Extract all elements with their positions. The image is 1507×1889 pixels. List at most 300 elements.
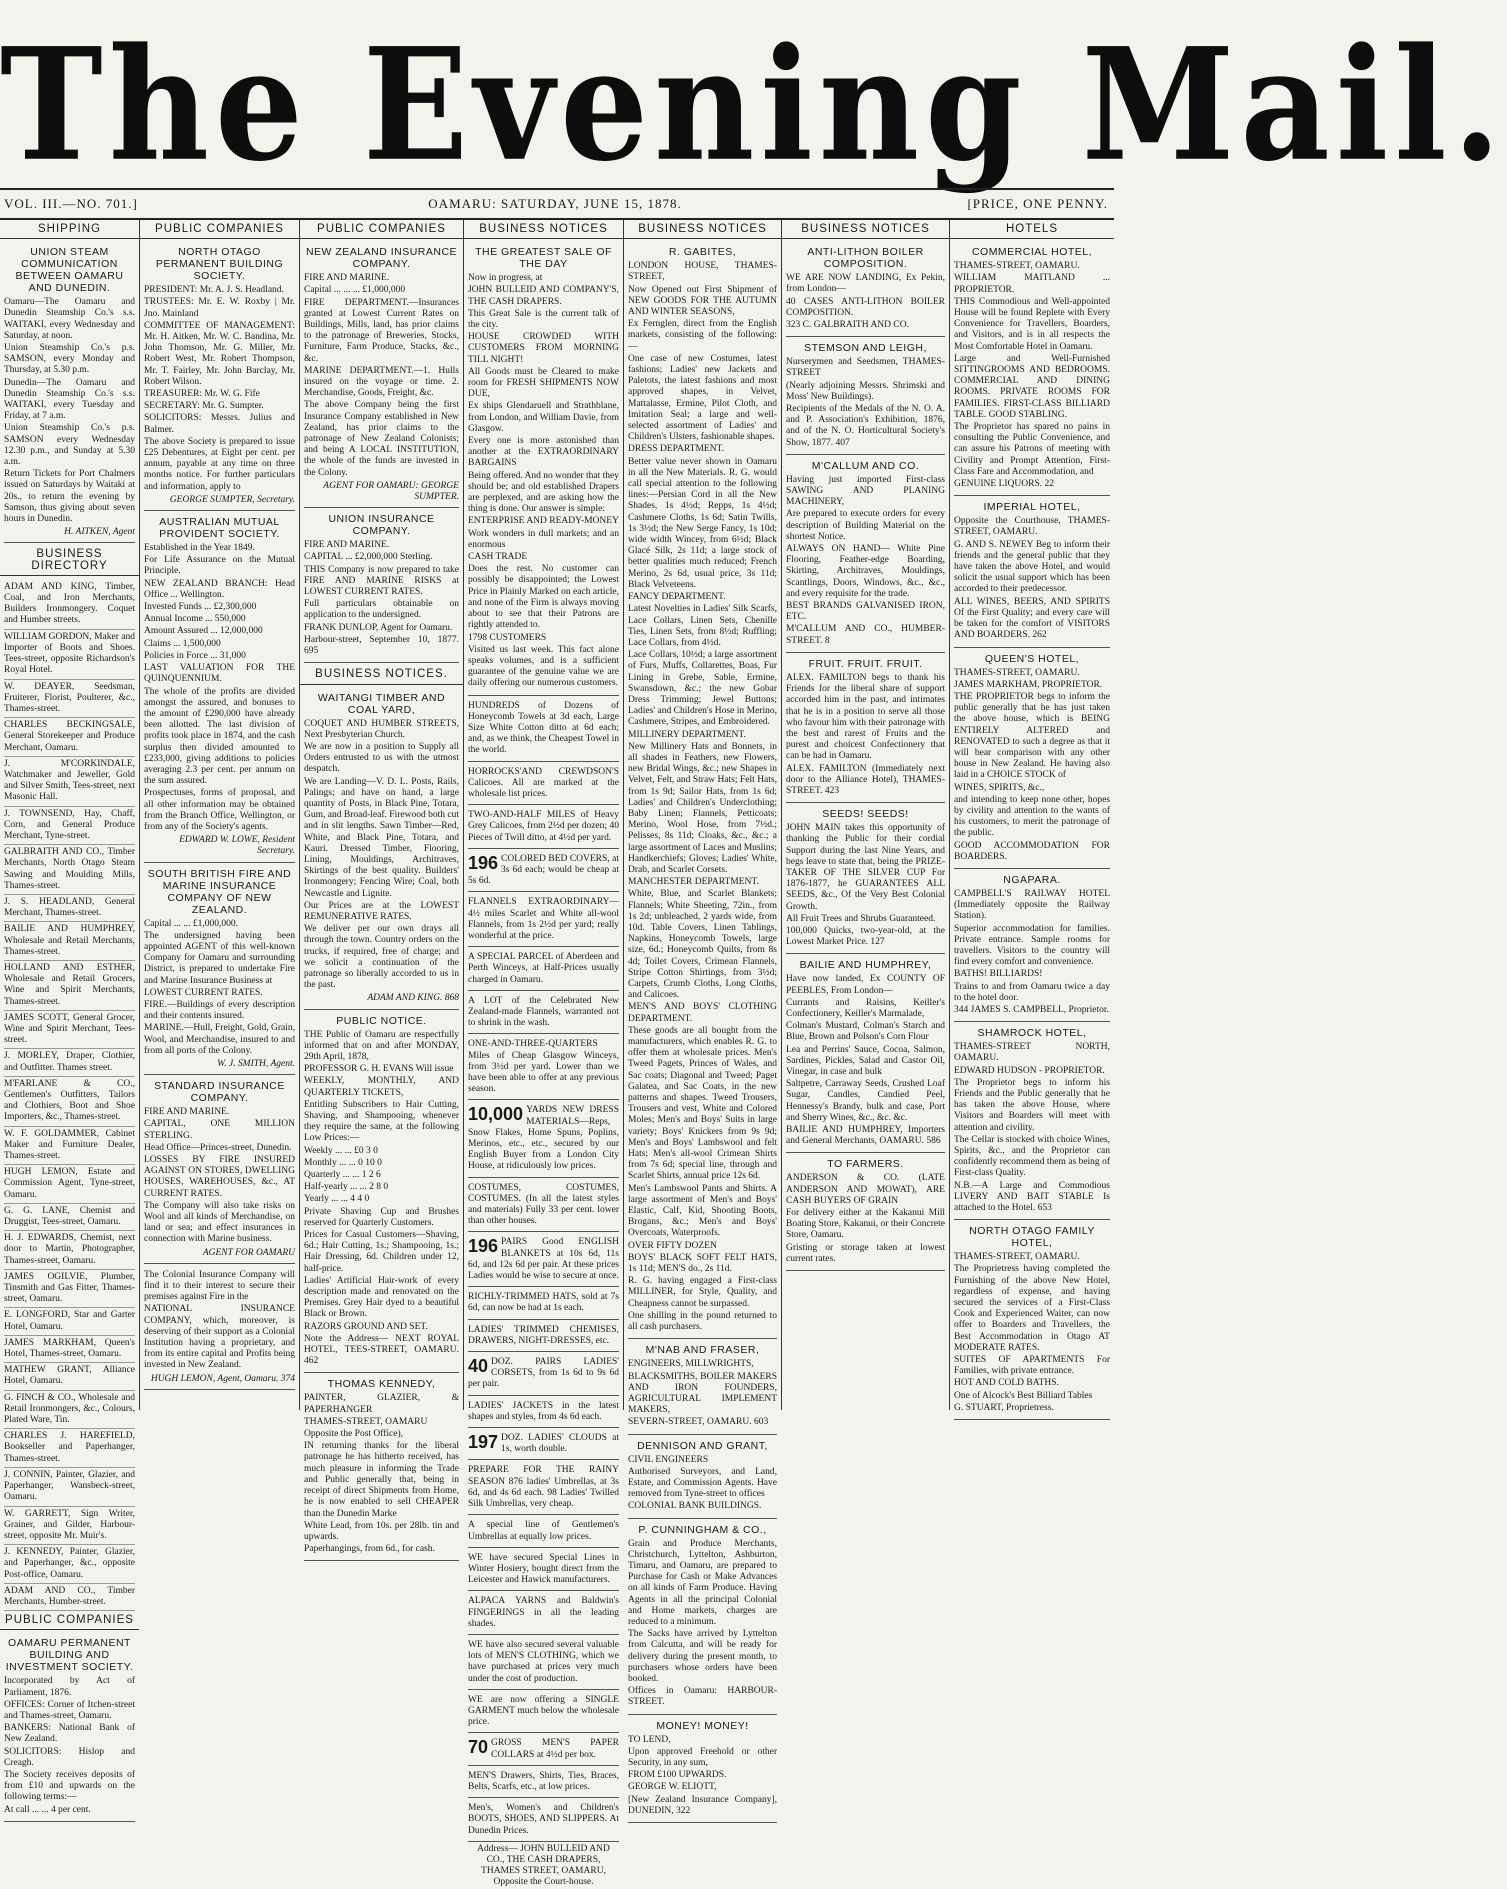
ad-text-line: Visited us last week. This fact alone speaks volumes, and is a sufficient guarantee of the genuine value we are daily offering our numerous customers.	[468, 644, 619, 689]
ad-text-line: Amount Assured ... 12,000,000	[144, 626, 263, 637]
ad-text-line: RAZORS GROUND AND SET.	[304, 1321, 428, 1332]
ad-signature: H. AITKEN, Agent	[64, 527, 135, 538]
ad-text-line: NATIONAL INSURANCE COMPANY, which, moreover, is deserving of their support as a Colonial Institution having a proprietary, and from its entire capital and Profits being invested in New Zealand.	[144, 1304, 295, 1371]
ad-text-line: Lace Collars, 10½d; a large assortment of Furs, Muffs, Collarettes, Boas, Fur Lining in Grebe, Sable, Ermine, Swansdown, &c.; the new Gobar Dress Trimming; Jewel Buttons; Ladies' and Children's Hose in Merino, Cashmere, Stripes, and Embroidered.	[628, 650, 777, 728]
column-public-companies	[140, 220, 300, 1410]
advertisement	[954, 1024, 1110, 1220]
directory-entry: JAMES OGILVIE, Plumber, Tinsmith and Gas Fitter, Thames-street, Oamaru.	[4, 1270, 135, 1309]
ad-text-line: PROFESSOR G. H. EVANS Will issue	[304, 1064, 454, 1075]
ad-text-line: EDWARD HUDSON - PROPRIETOR.	[954, 1065, 1105, 1076]
column-heading: BUSINESS NOTICES	[464, 220, 623, 239]
ad-text-line: The Colonial Insurance Company will find it to their interest to secure their premises against Fire in the	[144, 1269, 295, 1303]
ad-text-line: Does the rest. No customer can possibly be disappointed; the Lowest Price in Plainly Marked on each article, and none of the Firm is always moving about to see that their Patrons are rightly attended to.	[468, 564, 619, 631]
advertisement	[954, 243, 1110, 496]
ad-text-line: Have now landed, Ex COUNTY OF PEEBLES, From London—	[786, 974, 945, 996]
ad-title: SOUTH BRITISH FIRE AND MARINE INSURANCE COMPANY OF NEW ZEALAND.	[147, 867, 292, 916]
ad-text-line: Capital ... ... £1,000,000.	[144, 918, 238, 929]
ad-text-line: Capital ... ... ... £1,000,000	[304, 285, 406, 296]
sale-item-text: FLANNELS EXTRAORDINARY—4½ miles Scarlet and White all-wool Flannels, from 1s 2½d per yard; really wonderful at the price.	[468, 897, 619, 941]
directory-entry: MATHEW GRANT, Alliance Hotel, Oamaru.	[4, 1363, 135, 1390]
ad-title: PUBLIC NOTICE.	[336, 1014, 427, 1027]
advertisement	[786, 805, 945, 954]
ad-title: P. CUNNINGHAM & CO.,	[638, 1523, 767, 1536]
ad-text-line: Upon approved Freehold or other Security, in any sum,	[628, 1746, 777, 1768]
advertisement	[628, 1717, 777, 1823]
ad-text-line: At call ... ... 4 per cent.	[4, 1804, 91, 1815]
ad-signature: Address— JOHN BULLEID AND CO., THE CASH DRAPERS, THAMES STREET, OAMARU, Opposite the Court-house.	[477, 1843, 610, 1888]
ad-text-line: (Nearly adjoining Messrs. Shrimski and Moss' New Buildings).	[786, 380, 945, 402]
advertisement	[786, 457, 945, 653]
sale-item	[468, 1462, 619, 1515]
advertisement	[304, 689, 459, 1010]
sale-item	[468, 851, 619, 893]
ad-text-line: The Sacks have arrived by Lyttelton from Calcutta, and will be ready for delivery during the present month, to purchasers whose orders have been booked.	[628, 1629, 777, 1684]
column-heading: BUSINESS NOTICES	[782, 220, 949, 239]
ad-text-line: SECRETARY: Mr. G. Sumpter.	[144, 401, 264, 412]
ad-text-line: R. G. having engaged a First-class MILLINER, for Style, Quality, and Cheapness cannot be surpassed.	[628, 1276, 777, 1309]
sale-item-text: YARDS NEW DRESS MATERIALS—Reps, Snow Flakes, Home Spuns, Poplins, Merinos, etc., etc., secured by our English Buyer from a London City House, at ridiculously low prices.	[468, 1105, 619, 1172]
ad-text-line: THAMES-STREET, OAMARU.	[954, 1252, 1080, 1263]
sale-item-text: RICHLY-TRIMMED HATS, sold at 7s 6d, can now be had at 1s each.	[468, 1292, 619, 1314]
ad-title: BAILIE AND HUMPHREY,	[799, 959, 932, 972]
advertisement	[144, 513, 295, 862]
ad-text-line: SOLICITORS: Hislop and Creagh.	[4, 1746, 135, 1768]
ad-text-line: G. AND S. NEWEY Beg to inform their friends and the general public that they have taken the above Hotel, and would solicit the usual support which has been accorded to their predecessor.	[954, 539, 1110, 595]
advertisement	[954, 871, 1110, 1022]
directory-entry: J. S. HEADLAND, General Merchant, Thames-street.	[4, 895, 135, 922]
ad-text-line: TRUSTEES: Mr. E. W. Roxby | Mr. Jno. Mainland	[144, 297, 295, 319]
ad-text-line: BANKERS: National Bank of New Zealand.	[4, 1723, 135, 1745]
ad-text-line: BLACKSMITHS, BOILER MAKERS AND IRON FOUNDERS, AGRICULTURAL IMPLEMENT MAKERS,	[628, 1371, 777, 1416]
ad-text-line: Men's Lambswool Pants and Shirts. A large assortment of Men's and Boys' Elastic, Calf, Kid, Shooting Boots, Brogans, &c.; Men's and Boys' Overcoats, Waterproofs.	[628, 1183, 777, 1239]
ad-text-line: MARINE.—Hull, Freight, Gold, Grain, Wool, and Merchandise, insured to and from all ports of the Colony.	[144, 1023, 295, 1056]
sale-item-number: 40	[468, 1356, 489, 1377]
advertisement	[786, 655, 945, 803]
sale-item	[468, 1430, 619, 1460]
sale-item	[468, 1234, 619, 1287]
ad-text-line: WEEKLY, MONTHLY, AND QUARTERLY TICKETS,	[304, 1076, 459, 1098]
ad-text-line: Are prepared to execute orders for every description of Building Material on the shortest Notice.	[786, 509, 945, 542]
ad-text-line: SUITES OF APARTMENTS For Families, with private entrance.	[954, 1355, 1110, 1377]
ad-text-line: Gristing or storage taken at lowest current rates.	[786, 1242, 945, 1264]
ad-text-line: Opposite the Post Office),	[304, 1429, 404, 1440]
ad-text-line: Latest Novelties in Ladies' Silk Scarfs, Lace Collars, Linen Sets, Chenille Ties, Linen Sets, from 8½d; Ruffling; Lace Collars, from 4½d.	[628, 604, 777, 648]
advertisement	[144, 243, 295, 511]
sale-item-text: COSTUMES, COSTUMES, COSTUMES. (In all the latest styles and materials) Fully 33 per cent. lower than other houses.	[468, 1182, 619, 1227]
ad-text-line: ENGINEERS, MILLWRIGHTS,	[628, 1359, 754, 1370]
ad-text-line: One shilling in the pound returned to all cash purchasers.	[628, 1310, 777, 1333]
ad-text-line: Lea and Perrins' Sauce, Cocoa, Salmon, Sardines, Pickles, Salad and Castor Oil, Vinegar, in case and bulk	[786, 1044, 945, 1077]
ad-title: UNION STEAM COMMUNICATION BETWEEN OAMARU AND DUNEDIN.	[15, 246, 124, 295]
ad-signature: EDWARD W. LOWE, Resident Secretary.	[179, 835, 295, 857]
ad-text-line: All Fruit Trees and Shrubs Guaranteed.	[786, 913, 936, 924]
ad-text-line: Monthly ... ... 0 10 0	[304, 1157, 382, 1168]
ad-text-line: For delivery either at the Kakanui Mill Boating Store, Kakanui, or their Concrete Store, Oamaru.	[786, 1208, 945, 1241]
ad-text-line: Entitling Subscribers to Hair Cutting, Shaving, and Shampooing, whenever they require the same, at the following Low Prices:—	[304, 1099, 459, 1144]
ad-text-line: N.B.—A Large and Commodious LIVERY AND BAIT STABLE Is attached to the Hotel. 653	[954, 1180, 1110, 1214]
ad-text-line: White Lead, from 10s. per 28lb. tin and upwards.	[304, 1520, 459, 1542]
column-public-companies-2	[300, 220, 464, 1555]
sale-item	[468, 1768, 619, 1798]
ad-title: TO FARMERS.	[827, 1158, 904, 1171]
sale-item	[468, 1289, 619, 1319]
directory-entry: JAMES SCOTT, General Grocer, Wine and Spirit Merchant, Tees-street.	[4, 1011, 135, 1050]
ad-text-line: SEVERN-STREET, OAMARU. 603	[628, 1417, 769, 1428]
ad-text-line: FIRE AND MARINE.	[304, 540, 390, 551]
page-columns	[0, 220, 1114, 1888]
column-business-notices-3	[782, 220, 950, 1410]
ad-text-line: 323 C. GALBRAITH AND CO.	[786, 320, 909, 331]
ad-title: THOMAS KENNEDY,	[327, 1378, 436, 1391]
ad-text-line: CAMPBELL'S RAILWAY HOTEL (Immediately opposite the Railway Station).	[954, 888, 1110, 922]
advertisement	[628, 243, 777, 1339]
sale-item	[468, 1180, 619, 1233]
ad-text-line: Union Steamship Co.'s p.s. SAMSON, every Monday and Thursday, at 5.30 p.m.	[4, 343, 135, 376]
advertisement	[628, 1341, 777, 1434]
ad-text-line: Now in progress, at	[468, 273, 543, 284]
ad-text-line: ANDERSON & CO. (LATE ANDERSON AND MOWAT), ARE CASH BUYERS OF GRAIN	[786, 1173, 945, 1206]
sale-item	[468, 1036, 619, 1100]
ad-text-line: BATHS! BILLIARDS!	[954, 969, 1043, 980]
ad-text-line: FIRE DEPARTMENT.—Insurances granted at Lowest Current Rates on Buildings, Mills, land, has prior claims to the patronage of Breweries, Stocks, Furniture, Farm Produce, Stacks, &c., &c.	[304, 297, 459, 364]
ad-text-line: WE ARE NOW LANDING, Ex Pekin, from London—	[786, 273, 945, 295]
sale-item	[468, 1800, 619, 1842]
sale-item	[468, 764, 619, 806]
ad-title: QUEEN'S HOTEL,	[984, 652, 1080, 665]
directory-entry: W. DEAYER, Seedsman, Fruiterer, Florist, Poulterer, &c., Thames-street.	[4, 680, 135, 719]
ad-text-line: Invested Funds ... £2,300,000	[144, 602, 257, 613]
ad-text-line: The Proprietor has spared no pains in consulting the Public Convenience, and can assure his Patrons of meeting with Civility and Prompt Attention, First-Class Fare and Accommodation, and	[954, 422, 1110, 477]
ad-text-line: All Goods must be Cleared to make room for FRESH SHIPMENTS NOW DUE,	[468, 366, 619, 400]
ad-text-line: Our Prices are at the LOWEST REMUNERATIVE RATES.	[304, 900, 459, 922]
ad-text-line: Weekly ... ... £0 3 0	[304, 1145, 378, 1156]
ad-signature: GEORGE SUMPTER, Secretary.	[169, 494, 295, 505]
sale-item-text: LADIES' TRIMMED CHEMISES, DRAWERS, NIGHT-DRESSES, etc.	[468, 1324, 619, 1346]
ad-text-line: Union Steamship Co.'s p.s. SAMSON every Wednesday 12.30 p.m., and Sunday at 5.30 a.m.	[4, 423, 135, 468]
ad-text-line: GEORGE W. ELIOTT,	[628, 1782, 717, 1793]
sale-item	[468, 1637, 619, 1690]
ad-text-line: FRANK DUNLOP, Agent for Oamaru.	[304, 622, 453, 633]
ad-text-line: CAPITAL, ONE MILLION STERLING.	[144, 1119, 295, 1141]
ad-text-line: The above Company being the first Insurance Company established in New Zealand, has prior claims to the patronage of New Zealand Colonists; and being A LOCAL INSTITUTION, the whole of the funds are invested in the Colony.	[304, 400, 459, 478]
directory-entry: CHARLES J. HAREFIELD, Bookseller and Paperhanger, Thames-street.	[4, 1429, 135, 1468]
ad-text-line: Oamaru—The Oamaru and Dunedin Steamship Co.'s s.s. WAITAKI, every Wednesday and Saturday, at noon.	[4, 297, 135, 341]
section-heading: BUSINESS NOTICES.	[300, 665, 463, 684]
ad-title: NORTH OTAGO PERMANENT BUILDING SOCIETY.	[155, 246, 284, 283]
ad-text-line: JOHN BULLEID AND COMPANY'S, THE CASH DRAPERS.	[468, 285, 619, 307]
sale-item	[468, 993, 619, 1035]
directory-entry: H. J. EDWARDS, Chemist, next door to Martin, Photographer, Thames-street, Oamaru.	[4, 1231, 135, 1270]
directory-entry: ADAM AND KING, Timber, Coal, and Iron Merchants, Builders Ironmongery. Coquet and Humber streets.	[4, 580, 135, 630]
advertisement	[304, 1012, 459, 1374]
sale-item-text: DOZ. LADIES' CLOUDS at 1s, worth double.	[501, 1433, 619, 1455]
ad-text-line: OVER FIFTY DOZEN	[628, 1240, 717, 1251]
column-business-notices-1	[464, 220, 624, 1888]
ad-text-line: M'CALLUM AND CO., HUMBER-STREET. 8	[786, 624, 945, 646]
ad-text-line: White, Blue, and Scarlet Blankets; Flannels; White Sheeting, 72in., from 1s 2d; unbleached, 2 yards wide, from 10d. Table Covers, Linen Tablings, Napkins, Honeycomb Towels, large size, 6d.; Honeycomb Quilts, from 8s 4d; Toilet Covers, Crimean Flannels, Stripe Cotton Shirtings, from 3½d; Carpets, Crumb Cloths, Long Cloths, and Calicoes.	[628, 889, 777, 1001]
sale-item	[468, 1550, 619, 1592]
ad-text-line: THAMES-STREET NORTH, OAMARU.	[954, 1042, 1110, 1064]
ad-text-line: Trains to and from Oamaru twice a day to the hotel door.	[954, 981, 1110, 1003]
ad-text-line: 100,000 Quicks, two-year-old, at the Lowest Market Price. 127	[786, 925, 945, 948]
ad-text-line: MEN'S AND BOYS' CLOTHING DEPARTMENT.	[628, 1002, 777, 1024]
directory-entry: J. M'CORKINDALE, Watchmaker and Jeweller, Gold and Silver Smith, Tees-street, next Masonic Hall.	[4, 757, 135, 807]
column-heading: PUBLIC COMPANIES	[300, 220, 463, 239]
column-business-notices-2	[624, 220, 782, 1816]
ad-text-line: Nurserymen and Seedsmen, THAMES-STREET	[786, 357, 945, 379]
advertisement	[4, 243, 135, 543]
ad-text-line: FANCY DEPARTMENT.	[628, 592, 726, 603]
volume-number: VOL. III.—NO. 701.]	[4, 196, 138, 211]
ad-text-line: One case of new Costumes, latest fashions; Ladies' new Jackets and Paletots, the latest fashions and most approved shapes, in Velvet, Mattalasse, Ermine, Pilot Cloth, and Imitation Seal; a large and well-selected assortment of Ladies' and Children's Ulsters, fashionable shapes.	[628, 353, 777, 443]
ad-text-line: TO LEND,	[628, 1734, 671, 1745]
ad-text-line: Return Tickets for Port Chalmers issued on Saturdays by Waitaki at 20s., to return the evening by Samson, thus giving about seven hours in Dunedin.	[4, 469, 135, 525]
ad-signature: W. J. SMITH, Agent.	[217, 1058, 295, 1069]
ad-text-line: The Proprietress having completed the Furnishing of the above New Hotel, regardless of expense, and having secured the services of a First-Class Cook and Experienced Waiter, can now offer to Boarders and Travellers, the Best Accommodation in Otago AT MODERATE RATES.	[954, 1264, 1110, 1353]
ad-title: M'NAB AND FRASER,	[645, 1344, 760, 1357]
ad-text-line: Grain and Produce Merchants, Christchurch, Lyttelton, Ashburton, Timaru, and Oamaru, are prepared to Purchase for Cash or Make Advances on all kinds of Farm Produce. Having Agents in all the principal Colonial and Home markets, charges are reduced to a minimum.	[628, 1538, 777, 1627]
ad-signature: AGENT FOR OAMARU: GEORGE SUMPTER.	[323, 480, 459, 503]
sale-item-text: Men's, Women's and Children's BOOTS, SHOES, AND SLIPPERS. At Dunedin Prices.	[468, 1803, 619, 1836]
ad-text-line: CIVIL ENGINEERS	[628, 1454, 709, 1465]
ad-text-line: Work wonders in dull markets; and an enormous	[468, 528, 619, 550]
ad-text-line: The undersigned having been appointed AGENT of this well-known Company for Oamaru and surrounding District, is prepared to undertake Fire and Marine Insurance Business at	[144, 930, 295, 986]
advertisement	[304, 1375, 459, 1561]
advertisement	[304, 510, 459, 663]
masthead-title: The Evening Mail.	[0, 13, 1507, 196]
advertisement	[954, 650, 1110, 869]
ad-text-line: The Company will also take risks on Wool and all kinds of Merchandise, on land or sea; and effect insurances in connection with Marine business.	[144, 1200, 295, 1245]
sale-item-text: A SPECIAL PARCEL of Aberdeen and Perth Winceys, at Half-Prices usually charged in Oamaru.	[468, 952, 619, 985]
ad-title: DENNISON AND GRANT,	[637, 1439, 768, 1452]
ad-text-line: The Cellar is stocked with choice Wines, Spirits, &c., and the Proprietor can confidently recommend them as being of First-class Quality.	[954, 1134, 1110, 1179]
ad-text-line: LOSSES BY FIRE INSURED AGAINST ON STORES, DWELLING HOUSES, WAREHOUSES, &c., AT CURRENT RATES.	[144, 1155, 295, 1199]
column-heading: PUBLIC COMPANIES	[140, 220, 299, 239]
ad-text-line: THAMES-STREET, OAMARU.	[954, 261, 1080, 272]
ad-text-line: FIRE AND MARINE.	[304, 273, 390, 284]
sale-item-text: HORROCKS'AND CREWDSON'S Calicoes. All are marked at the wholesale list prices.	[468, 766, 619, 799]
dateline-bar	[0, 188, 1114, 220]
ad-text-line: LONDON HOUSE, THAMES-STREET,	[628, 261, 777, 283]
sale-item	[468, 1354, 619, 1396]
ad-text-line: We deliver per our own drays all through the town. Country orders on the trucks, if required, free of charge; and we solicit a continuation of the patronage so liberally accorded to us in the past.	[304, 924, 459, 991]
sale-item	[468, 1102, 619, 1177]
ad-text-line: ALL WINES, BEERS, AND SPIRITS Of the First Quality; and every care will be taken for the comfort of VISITORS AND BOARDERS. 262	[954, 596, 1110, 641]
sale-item-text: PAIRS Good ENGLISH BLANKETS at 10s 6d, 11s 6d, and 12s 6d per pair. At these prices Ladies would be wise to secure at once.	[468, 1237, 619, 1282]
sale-item-text: MEN'S Drawers, Shirts, Ties, Braces, Belts, Scarfs, etc., at low prices.	[468, 1770, 619, 1792]
ad-text-line: MARINE DEPARTMENT.—1. Hulls insured on the voyage or time. 2. Merchandise, Goods, Freight, &c.	[304, 365, 459, 399]
ad-text-line: Authorised Surveyors, and Land, Estate, and Commission Agents. Have removed from Tyne-street to offices	[628, 1466, 777, 1500]
ad-text-line: Every one is more astonished than another at the EXTRAORDINARY BARGAINS	[468, 436, 619, 469]
ad-text-line: These goods are all bought from the manufacturers, which enables R. G. to offer them at wholesale prices. Men's Tweed Pagets, Princes of Wales, and Sac coats; Diagonal and Tweed; Paget Galatea, and Sac Coats, in the new patterns and shapes. Tweed Trousers, Trousers and vest, White and Colored Moles; Men's and Boys' Suits in large variety; Boys' Knickers from 9s 9d; Men's and Boys' Lambswool and felt Hats; Men's all-wool Crimean Shirts from 7s 6d; special line, through and Scarlet Shirts, annual price 12s 6d.	[628, 1025, 777, 1182]
directory-entry: JAMES MARKHAM, Queen's Hotel, Thames-street, Oamaru.	[4, 1336, 135, 1363]
ad-text-line: Saltpetre, Carraway Seeds, Crushed Loaf Sugar, Candles, Candied Peel, Hennessy's Brandy, bulk and case, Port and Sherry Wines, &c., &c. &c.	[786, 1079, 945, 1123]
ad-title: SHAMROCK HOTEL,	[977, 1027, 1087, 1040]
ad-text-line: Paperhangings, from 6d., for cash.	[304, 1544, 435, 1555]
directory-entry: ADAM AND CO., Timber Merchants, Humber-street.	[4, 1584, 135, 1611]
directory-entry: G. G. LANE, Chemist and Druggist, Tees-street, Oamaru.	[4, 1204, 135, 1231]
sale-item	[468, 698, 619, 762]
sale-item-number: 196	[468, 1236, 499, 1257]
ad-text-line: THE PROPRIETOR begs to inform the public generally that he has just taken the above house, which is BEING ENTIRELY ALTERED and RENOVATED to such a degree as that it will bear comparison with any other house in New Zealand. He having also laid in a CHOICE STOCK of	[954, 691, 1110, 781]
ad-title: R. GABITES,	[668, 246, 737, 259]
sale-item-text: A LOT of the Celebrated New Zealand-made Flannels, warranted not to shrink in the wash.	[468, 995, 619, 1029]
ad-text-line: BOYS' BLACK SOFT FELT HATS, 1s 11d; MEN'S do., 2s 11d.	[628, 1252, 777, 1275]
advertisement	[954, 1222, 1110, 1420]
ad-text-line: Full particulars obtainable on application to the undersigned.	[304, 599, 459, 621]
ad-text-line: Prices for Casual Customers—Shaving, 6d.; Hair Cutting, 1s.; Shampooing, 1s.; Hair Dressing, 6d. Children under 12, half-price.	[304, 1230, 459, 1274]
column-heading: SHIPPING	[0, 220, 139, 239]
ad-text-line: HOT AND COLD BATHS.	[954, 1378, 1059, 1389]
ad-text-line: BEST BRANDS GALVANISED IRON, ETC.	[786, 601, 945, 623]
advertisement	[304, 243, 459, 508]
column-heading: HOTELS	[950, 220, 1114, 239]
ad-text-line: WINES, SPIRITS, &c.,	[954, 782, 1045, 793]
ad-text-line: Private Shaving Cup and Brushes reserved for Quarterly Customers.	[304, 1206, 459, 1228]
advertisement	[786, 339, 945, 455]
ad-signature: HUGH LEMON, Agent, Oamaru. 374	[150, 1373, 295, 1384]
ad-text-line: The above Society is prepared to issue £25 Debentures, at Eight per cent. per annum, payable at any time on three months notice. For further particulars and information, apply to	[144, 436, 295, 492]
sale-item-text: DOZ. PAIRS LADIES' CORSETS, from 1s 6d to 9s 6d per pair.	[468, 1357, 619, 1390]
ad-text-line: 1798 CUSTOMERS	[468, 632, 547, 643]
ad-text-line: FIRE.—Buildings of every description and their contents insured.	[144, 999, 295, 1022]
directory-entry: GALBRAITH AND CO., Timber Merchants, North Otago Steam Sawing and Moulding Mills, Thames-street.	[4, 845, 135, 895]
ad-text-line: JOHN MAIN takes this opportunity of thanking the Public for their cordial Support during the last Nine Years, and begs leave to state that, being the PRIZE-TAKER OF THE SILVER CUP For 1876-1877, he GUARANTEES ALL SEEDS, &c., Of the Very Best Colonial Growth.	[786, 823, 945, 912]
ad-title: UNION INSURANCE COMPANY.	[328, 513, 435, 538]
sale-item-text: ONE-AND-THREE-QUARTERS Miles of Cheap Glasgow Winceys, from 3½d per yard. Lower than we have been able to offer at any previous season.	[468, 1039, 619, 1095]
directory-entry: J. CONNIN, Painter, Glazier, and Paperhanger, Wansbeck-street, Oamaru.	[4, 1468, 135, 1507]
advertisement	[786, 243, 945, 337]
sale-item	[468, 949, 619, 991]
directory-entry: HUGH LEMON, Estate and Commission Agent, Tyne-street, Oamaru.	[4, 1165, 135, 1204]
ad-text-line: Dunedin—The Oamaru and Dunedin Steamship Co.'s s.s. WAITAKI, every Tuesday and Friday, at 7 a.m.	[4, 377, 135, 422]
advertisement	[786, 956, 945, 1153]
ad-text-line: LAST VALUATION FOR THE QUINQUENNIUM.	[144, 663, 295, 685]
directory-entry: W. F. GOLDAMMER, Cabinet Maker and Furniture Dealer, Thames-street.	[4, 1127, 135, 1166]
ad-signature: AGENT FOR OAMARU	[202, 1247, 295, 1258]
ad-text-line: Colman's Mustard, Colman's Starch and Blue, Brown and Polson's Corn Flour	[786, 1021, 945, 1043]
sale-item-text: TWO-AND-HALF MILES of Heavy Grey Calicoes, from 2½d per dozen; 40 Pieces of Twill ditto, at 4½d per yard.	[468, 810, 619, 843]
ad-text-line: IN returning thanks for the liberal patronage he has hitherto received, has much pleasure in informing the Trade and Public generally that, being in receipt of direct Shipments from Home, he is now enabled to sell CHEAPER than the Dunedin Marke	[304, 1441, 459, 1519]
ad-text-line: COMMITTEE OF MANAGEMENT: Mr. H. Aitken, Mr. W. C. Bandina, Mr. John Thomson, Mr. G. Miller, Mr. Robert West, Mr. Robert Thompson, Mr. T. Fairley, Mr. John Barclay, Mr. Robert Wilson.	[144, 320, 295, 387]
ad-text-line: THAMES-STREET, OAMARU.	[954, 667, 1080, 678]
ad-title: COMMERCIAL HOTEL,	[971, 246, 1093, 259]
ad-text-line: Established in the Year 1849.	[144, 543, 255, 554]
ad-title: M'CALLUM AND CO.	[811, 459, 920, 472]
ad-text-line: Ladies' Artificial Hair-work of every description made and renovated on the Premises. Grey Hair dyed to a beautiful Black or Brown.	[304, 1275, 459, 1320]
directory-entry: WILLIAM GORDON, Maker and Importer of Boots and Shoes. Tees-street, opposite Richardson's Royal Hotel.	[4, 630, 135, 680]
ad-text-line: THIS Commodious and Well-appointed House will be found Replete with Every Convenience for Travellers, Boarders, and Visitors, and is in all respects the Most Comfortable Hotel in Oamaru.	[954, 296, 1110, 352]
ad-text-line: MILLINERY DEPARTMENT.	[628, 729, 746, 740]
ad-text-line: Harbour-street, September 10, 1877. 695	[304, 634, 459, 657]
ad-text-line: COLONIAL BANK BUILDINGS.	[628, 1501, 762, 1512]
ad-text-line: and intending to keep none other, hopes by civility and attention to the wants of his customers, to merit the patronage of the public.	[954, 794, 1110, 839]
sale-item-number: 197	[468, 1432, 499, 1453]
directory-entry: J. KENNEDY, Painter, Glazier, and Paperhanger, &c., opposite Post-office, Oamaru.	[4, 1545, 135, 1584]
sale-item	[468, 1692, 619, 1734]
directory-entry: J. MORLEY, Draper, Clothier, and Outfitter. Thames street.	[4, 1049, 135, 1076]
ad-text-line: Ex ships Glendaruell and Strathblane, from London, and William Davie, from Glasgow.	[468, 401, 619, 434]
ad-text-line: GENUINE LIQUORS. 22	[954, 479, 1055, 490]
ad-title: STANDARD INSURANCE COMPANY.	[154, 1080, 285, 1105]
sale-item	[468, 1322, 619, 1352]
ad-text-line: One of Alcock's Best Billiard Tables	[954, 1390, 1093, 1401]
sale-item	[468, 807, 619, 849]
section-heading: BUSINESS DIRECTORY	[0, 545, 139, 575]
sale-item-text: GROSS MEN'S PAPER COLLARS at 4½d per box.	[491, 1738, 619, 1760]
ad-text-line: We are now in a position to Supply all Orders entrusted to us with the utmost despatch.	[304, 741, 459, 775]
sale-item	[468, 1735, 619, 1765]
ad-text-line: Half-yearly ... ... 2 8 0	[304, 1182, 389, 1193]
ad-text-line: Annual Income ... 550,000	[144, 614, 246, 625]
ad-text-line: The Society receives deposits of from £10 and upwards on the following terms:—	[4, 1769, 135, 1803]
directory-entry: G. FINCH & CO., Wholesale and Retail Ironmongers, &c., Colours, Plated Ware, Tin.	[4, 1391, 135, 1430]
ad-text-line: THE Public of Oamaru are respectfully informed that on and after MONDAY, 29th April, 1878,	[304, 1029, 459, 1062]
ad-title: WAITANGI TIMBER AND COAL YARD,	[317, 691, 446, 716]
ad-text-line: Ex Fernglen, direct from the English markets, consisting of the following:—	[628, 319, 777, 352]
ad-text-line: Now Opened out First Shipment of NEW GOODS FOR THE AUTUMN AND WINTER SEASONS,	[628, 284, 777, 318]
ad-signature: ADAM AND KING. 868	[367, 993, 459, 1004]
ad-text-line: We are Landing—V. D. L. Posts, Rails, Palings; and have on hand, a large quantity of Posts, in Black Pine, Totara, Gum, and Broad-leaf. Firewood both cut and in slit lengths. Sawn Timber—Red, White, and Black Pine, Totara, and Kauri. Dressed Timber, Flooring, Lining, Mouldings, Architraves, Skirtings of the best quality. Builders' Ironmongery; Fencing Wire; Coal, both Newcastle and Lignite.	[304, 776, 459, 899]
ad-text-line: CAPITAL ... £2,000,000 Sterling.	[304, 552, 433, 563]
ad-text-line: Currants and Raisins, Keiller's Confectionery, Keiller's Marmalade,	[786, 997, 945, 1019]
advertisement	[4, 1634, 135, 1821]
directory-entry: W. GARRETT, Sign Writer, Grainer, and Gilder, Harbour-street, opposite Mr. Muir's.	[4, 1507, 135, 1546]
ad-text-line: TREASURER: Mr. W. G. Fife	[144, 389, 260, 400]
ad-text-line: The Proprietor begs to inform his Friends and the Public generally that he has taken the above House, where Visitors and Boarders will meet with attention and civility.	[954, 1077, 1110, 1133]
ad-text-line: Recipients of the Medals of the N. O. A. and P. Association's Exhibition, 1876, and of the N. O. Horticultural Society's Show, 1877. 407	[786, 404, 945, 448]
directory-entry: CHARLES BECKINGSALE, General Storekeeper and Produce Merchant, Oamaru.	[4, 718, 135, 757]
advertisement	[628, 1437, 777, 1519]
ad-text-line: COQUET AND HUMBER STREETS, Next Presbyterian Church.	[304, 718, 459, 740]
ad-text-line: FIRE AND MARINE.	[144, 1107, 230, 1118]
sale-item-text: A special line of Gentlemen's Umbrellas at equally low prices.	[468, 1520, 619, 1542]
ad-text-line: GOOD ACCOMMODATION FOR BOARDERS.	[954, 840, 1110, 862]
advertisement	[786, 1155, 945, 1271]
ad-text-line: Prospectuses, forms of proposal, and all other information may be obtained from the Branch Office, Wellington, or from any of the Society's agents.	[144, 788, 295, 832]
ad-text-line: Head Office—Princes-street, Dunedin.	[144, 1142, 292, 1153]
ad-text-line: BAILIE AND HUMPHREY, Importers and General Merchants, OAMARU. 586	[786, 1125, 945, 1147]
ad-text-line: ALEX. FAMILTON begs to thank his Friends for the liberal share of support accorded him in the past, and intimates that he is in a position to serve all those who favour him with their patronage with the best and rarest of Fruits and the purest and choicest Confectionery that can be had in Oamaru.	[786, 672, 945, 762]
sale-item-text: WE have also secured several valuable lots of MEN'S CLOTHING, which we have purchased at prices very much under the cost of production.	[468, 1639, 619, 1684]
advertisement	[954, 498, 1110, 647]
ad-text-line: Superior accommodation for families. Private entrance. Sample rooms for travellers. Visitors to the country will find every comfort and convenience.	[954, 923, 1110, 968]
ad-text-line: THAMES-STREET, OAMARU	[304, 1416, 428, 1427]
ad-text-line: Yearly ... ... 4 4 0	[304, 1194, 370, 1205]
ad-text-line: NEW ZEALAND BRANCH: Head Office ... Wellington.	[144, 578, 295, 600]
ad-text-line: CASH TRADE	[468, 552, 528, 563]
advertisement	[144, 1077, 295, 1264]
ad-text-line: WILLIAM MAITLAND ... PROPRIETOR.	[954, 273, 1110, 295]
ad-text-line: ENTERPRISE AND READY-MONEY	[468, 516, 619, 527]
ad-text-line: Policies in Force ... 31,000	[144, 650, 246, 661]
ad-text-line: ALWAYS ON HAND— White Pine Flooring, Feather-edge Boarding, Skirting, Architraves, Mouldings, Scantlings, Doors, Windows, &c., &c., and every requisite for the trade.	[786, 544, 945, 599]
sale-item-text: WE are now offering a SINGLE GARMENT much below the wholesale price.	[468, 1694, 619, 1728]
advertisement	[144, 1266, 295, 1390]
advertisement	[144, 865, 295, 1076]
sale-item	[468, 1398, 619, 1428]
ad-text-line: PRESIDENT: Mr. A. J. S. Headland.	[144, 285, 284, 296]
directory-entry: M'FARLANE & CO., Gentlemen's Outfitters, Tailors and Clothiers, Boot and Shoe Importers, &c., Thames-street.	[4, 1077, 135, 1127]
sale-item-text: LADIES' JACKETS in the latest shapes and styles, from 4s 6d each.	[468, 1400, 619, 1422]
ad-text-line: Offices in Oamaru: HARBOUR-STREET.	[628, 1686, 777, 1708]
ad-text-line: Being offered. And no wonder that they should be; and old established Drapers are perplexed, and are asking how the thing is done. Our answer is simple:	[468, 470, 619, 515]
ad-title: STEMSON AND LEIGH,	[804, 342, 927, 355]
ad-text-line: FROM £100 UPWARDS.	[628, 1770, 727, 1781]
ad-text-line: Incorporated by Act of Parliament, 1876.	[4, 1676, 135, 1698]
sale-item-number: 10,000	[468, 1104, 524, 1125]
ad-text-line: SOLICITORS: Messrs. Julius and Balmer.	[144, 413, 295, 435]
